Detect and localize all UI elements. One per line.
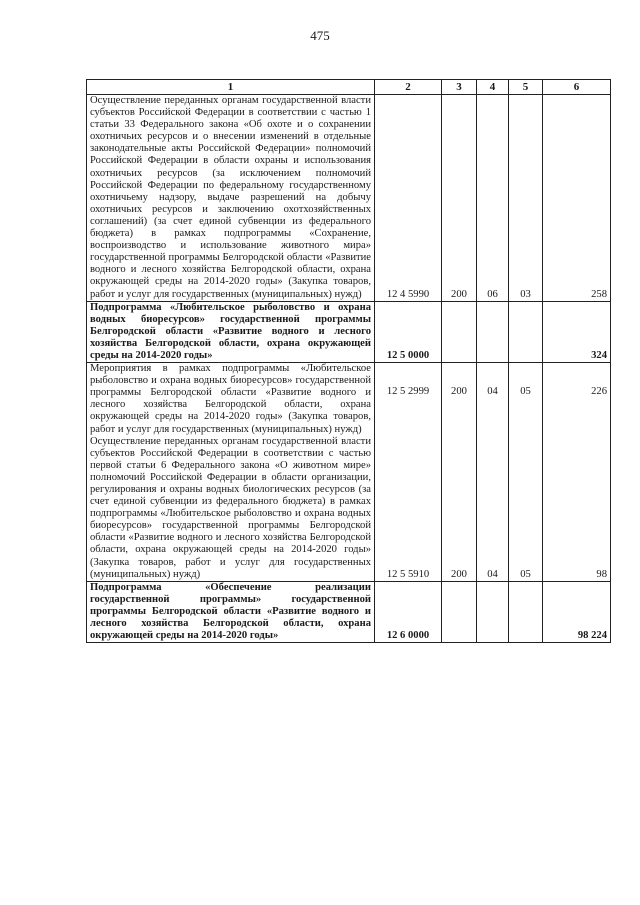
- table-row: [87, 301, 611, 362]
- row-sum: 98: [596, 568, 607, 580]
- header-cell: 2: [375, 80, 442, 95]
- row-expense-type: 200: [451, 385, 467, 397]
- row-code: 12 5 5910: [386, 568, 430, 580]
- row-code: 12 6 0000: [375, 581, 442, 642]
- header-row: [87, 80, 611, 95]
- row-description: Подпрограмма «Обеспечение реализации государственной программы» государственной программы Белгородской области «Развитие водного и лесного хозяйства Белгородской области, охрана окружающей среды на 2014-2020 годы»: [87, 581, 375, 642]
- table-row: [87, 363, 611, 582]
- row-section: 04: [487, 385, 498, 397]
- row-sum-stack: [543, 363, 611, 582]
- row-subsection: 03: [509, 95, 543, 302]
- row-sum: 258: [543, 95, 611, 302]
- row-code: 12 5 0000: [375, 301, 442, 362]
- table-row: [87, 95, 611, 302]
- row-subsection: [509, 581, 543, 642]
- row-subsection: [509, 301, 543, 362]
- row-expense-type: 200: [451, 568, 467, 580]
- row-subsection: 05: [520, 568, 531, 580]
- row-section: [477, 581, 509, 642]
- row-expense-type-stack: [442, 363, 477, 582]
- header-cell: 6: [543, 80, 611, 95]
- page-number: 475: [310, 28, 330, 43]
- header-cell: 3: [442, 80, 477, 95]
- row-subsection-stack: [509, 363, 543, 582]
- row-description: Подпрограмма «Любительское рыболовство и охрана водных биоресурсов» государственной программы Белгородской области «Развитие водного и лесного хозяйства Белгородской области, охрана окружающей среды на 2014-2020 годы»: [87, 301, 375, 362]
- row-description-part: Осуществление переданных органам государственной власти субъектов Российской Федерации в соответствии с частью первой статьи 6 Федерального закона «О животном мире» полномочий Российской Федерации в области организации, регулирования и охраны водных биологических ресурсов (за счет единой субвенции из федерального бюджета) в рамках подпрограммы «Любительское рыболовство и охрана водных биоресурсов» государственной программы Белгородской области «Развитие водного и лесного хозяйства Белгородской области, охрана окружающей среды на 2014-2020 годы» (Закупка товаров, работ и услуг для государственных (муниципальных) нужд): [90, 435, 371, 580]
- row-expense-type: [442, 301, 477, 362]
- header-cell: 4: [477, 80, 509, 95]
- row-code: 12 4 5990: [375, 95, 442, 302]
- budget-table: [86, 79, 611, 643]
- row-section: 04: [487, 568, 498, 580]
- row-subsection: 05: [520, 385, 531, 397]
- row-section: [477, 301, 509, 362]
- row-sum: 226: [591, 385, 607, 397]
- row-sum: 98 224: [543, 581, 611, 642]
- row-description-part: Мероприятия в рамках подпрограммы «Любительское рыболовство и охрана водных биоресурсов» государственной программы Белгородской области «Развитие водного и лесного хозяйства Белгородской области, охрана окружающей среды на 2014-2020 годы» (Закупка товаров, работ и услуг для государственных (муниципальных) нужд): [90, 363, 371, 435]
- table-row: [87, 581, 611, 642]
- row-sum: 324: [543, 301, 611, 362]
- row-section: 06: [477, 95, 509, 302]
- row-description: [87, 363, 375, 582]
- row-expense-type: [442, 581, 477, 642]
- header-cell: 1: [87, 80, 375, 95]
- row-expense-type: 200: [442, 95, 477, 302]
- row-section-stack: [477, 363, 509, 582]
- row-code-stack: [375, 363, 442, 582]
- header-cell: 5: [509, 80, 543, 95]
- row-description: Осуществление переданных органам государственной власти субъектов Российской Федерации в соответствии с частью 1 статьи 33 Федерального закона «Об охоте и о сохранении охотничьих ресурсов и о внесении изменений в отдельные законодательные акты Российской Федерации» полномочий Российской Федерации в области охраны и использования охотничьих ресурсов (за исключением полномочий Российской Федерации по федеральному государственному охотничьему надзору, выдаче разрешений на добычу охотничьих ресурсов и заключению охотхозяйственных соглашений) (за счет единой субвенции из федерального бюджета) в рамках подпрограммы «Сохранение, воспроизводство и использование животного мира» государственной программы Белгородской области «Развитие водного и лесного хозяйства Белгородской области, охрана окружающей среды на 2014-2020 годы» (Закупка товаров, работ и услуг для государственных (муниципальных) нужд): [87, 95, 375, 302]
- row-code: 12 5 2999: [386, 385, 430, 397]
